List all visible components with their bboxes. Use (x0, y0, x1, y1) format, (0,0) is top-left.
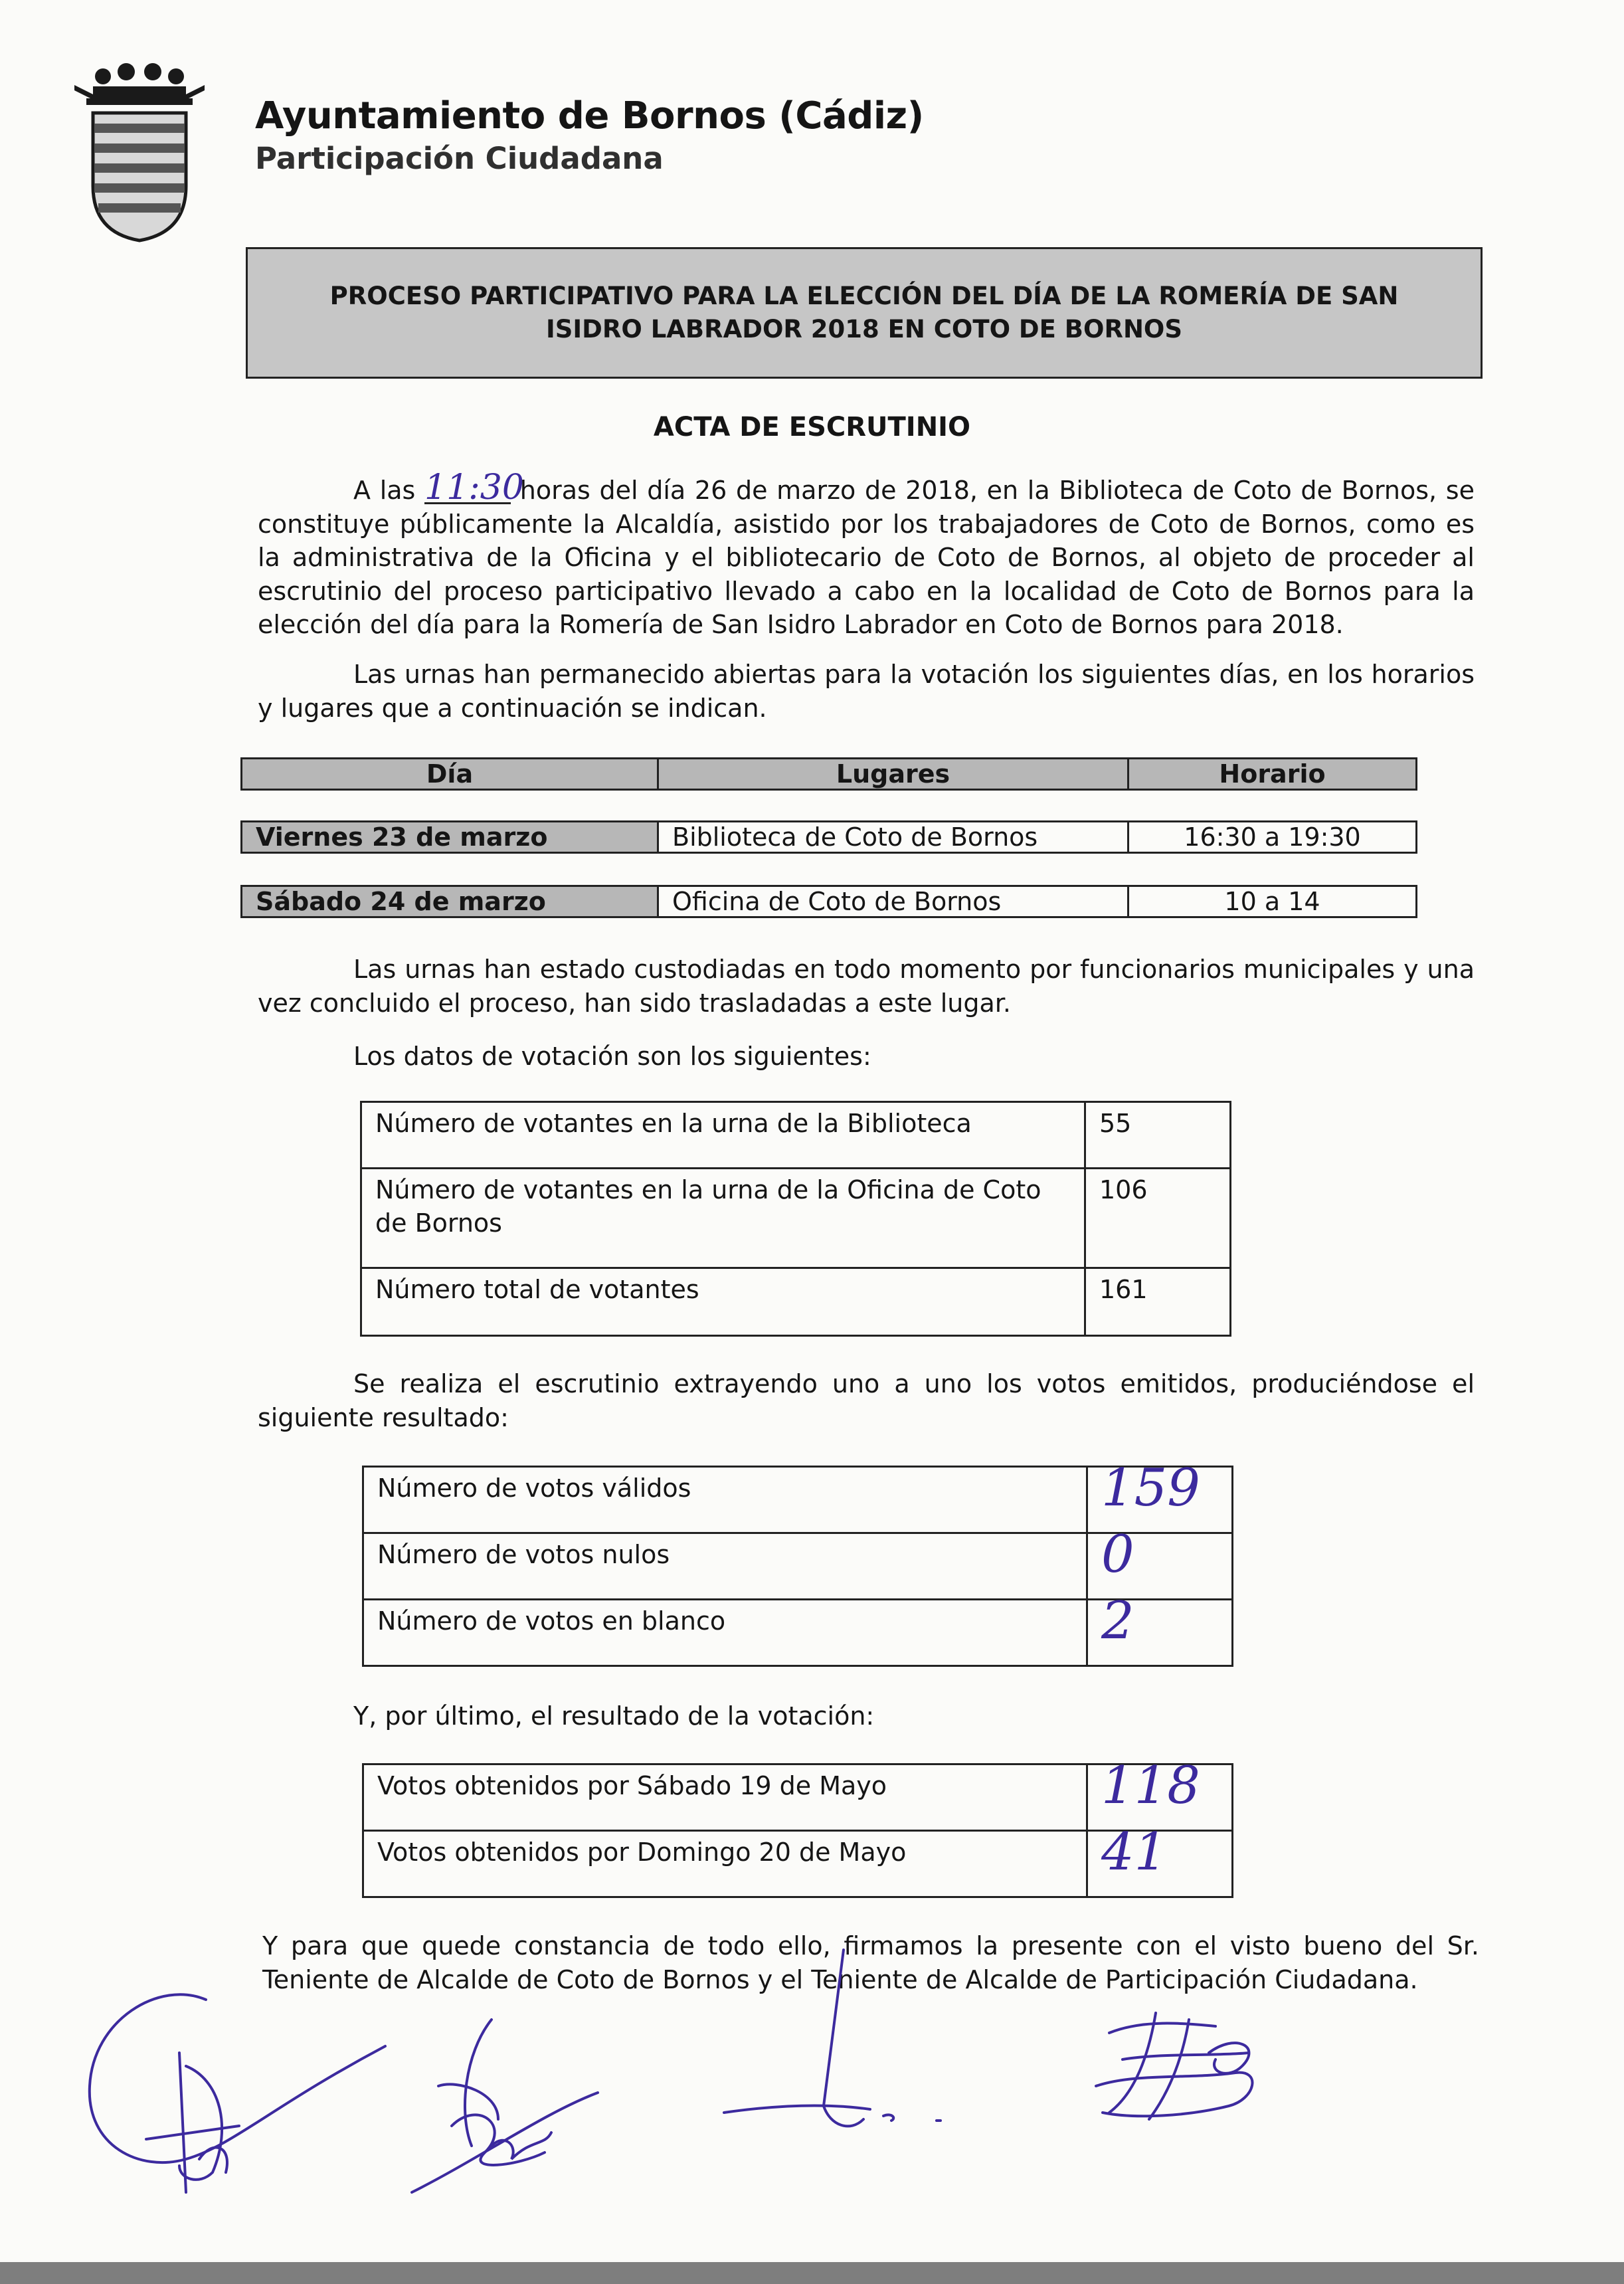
department-subtitle: Participación Ciudadana (255, 141, 664, 176)
results-handwritten-value: 0 (1087, 1533, 1233, 1600)
scrutiny-text: Se realiza el escrutinio extrayendo uno a uno los votos emitidos, produciéndose el siguiente resultado: (258, 1369, 1475, 1432)
signature-3-icon (717, 1947, 956, 2159)
voters-label: Número total de votantes (361, 1268, 1085, 1336)
voters-table (360, 1101, 1231, 1337)
intro-prefix: A las (353, 476, 416, 505)
voters-label: Número de votantes en la urna de la Oficina de Coto de Bornos (361, 1169, 1085, 1268)
schedule-header-hours: Horario (1129, 757, 1417, 791)
schedule-header-row (240, 757, 1417, 791)
table-row (363, 1764, 1233, 1831)
municipality-title: Ayuntamiento de Bornos (Cádiz) (255, 94, 924, 138)
results-label: Número de votos nulos (363, 1533, 1087, 1600)
table-row (363, 1600, 1233, 1666)
intro-paragraph (258, 468, 1475, 642)
schedule-day: Viernes 23 de marzo (240, 820, 659, 854)
final-results-handwritten-value: 41 (1087, 1831, 1233, 1897)
custody-text: Las urnas han estado custodiadas en todo momento por funcionarios municipales y una vez concluido el proceso, han sido trasladadas a este lugar. (258, 955, 1475, 1018)
results-table (362, 1458, 1233, 1667)
voters-value: 106 (1085, 1169, 1231, 1268)
voters-value: 161 (1085, 1268, 1231, 1336)
schedule-hours: 16:30 a 19:30 (1129, 820, 1417, 854)
table-row (363, 1533, 1233, 1600)
final-results-handwritten-value: 118 (1087, 1764, 1233, 1831)
results-label: Número de votos válidos (363, 1467, 1087, 1533)
schedule-header-day: Día (240, 757, 659, 791)
table-row (361, 1169, 1231, 1268)
signature-4-icon (1083, 2006, 1282, 2139)
intro-text: horas del día 26 de marzo de 2018, en la Biblioteca de Coto de Bornos, se constituye públicamente la Alcaldía, asistido por los trabajadores de Coto de Bornos, como es la administrativa de la Oficina y el bibliotecario de Coto de Bornos, al objeto de proceder al escrutinio del proceso participativo llevado a cabo en la localidad de Coto de Bornos para la elección del día para la Romería de San Isidro Labrador en Coto de Bornos para 2018. (258, 476, 1475, 639)
banner-line-2: ISIDRO LABRADOR 2018 EN COTO DE BORNOS (545, 315, 1183, 343)
urns-open-text: Las urnas han permanecido abiertas para la votación los siguientes días, en los horarios y lugares que a continuación se indican. (258, 660, 1475, 723)
results-handwritten-value: 2 (1087, 1600, 1233, 1666)
table-row (363, 1467, 1233, 1533)
document-title: ACTA DE ESCRUTINIO (653, 412, 971, 442)
scrutiny-paragraph (258, 1367, 1475, 1434)
handwritten-time: 11:30 (424, 468, 524, 508)
schedule-day: Sábado 24 de marzo (240, 885, 659, 918)
voters-value: 55 (1085, 1102, 1231, 1169)
urns-open-paragraph (258, 658, 1475, 725)
final-results-label: Votos obtenidos por Domingo 20 de Mayo (363, 1831, 1087, 1897)
municipal-crest-icon (73, 60, 206, 246)
final-intro-paragraph (258, 1699, 1475, 1733)
closing-text: Y para que quede constancia de todo ello, firmamos la presente con el visto bueno del Sr. Teniente de Alcalde de Coto de Bornos y el Teniente de Alcalde de Participación Ciudadana. (262, 1931, 1479, 1994)
handwritten-time-field (424, 468, 524, 508)
table-row (363, 1831, 1233, 1897)
schedule-row (240, 820, 1417, 854)
schedule-place: Biblioteca de Coto de Bornos (659, 820, 1129, 854)
custody-paragraph (258, 953, 1475, 1020)
final-results-label: Votos obtenidos por Sábado 19 de Mayo (363, 1764, 1087, 1831)
results-handwritten-value: 159 (1087, 1467, 1233, 1533)
voting-data-intro-text: Los datos de votación son los siguientes: (353, 1042, 871, 1071)
signature-2-icon (399, 2013, 611, 2212)
signature-1-icon (80, 1973, 399, 2206)
voters-label: Número de votantes en la urna de la Biblioteca (361, 1102, 1085, 1169)
schedule-place: Oficina de Coto de Bornos (659, 885, 1129, 918)
results-label: Número de votos en blanco (363, 1600, 1087, 1666)
scan-border (0, 2262, 1624, 2284)
final-intro-text: Y, por último, el resultado de la votación: (353, 1701, 875, 1731)
process-banner (246, 247, 1483, 379)
banner-line-1: PROCESO PARTICIPATIVO PARA LA ELECCIÓN DEL DÍA DE LA ROMERÍA DE SAN (329, 282, 1399, 310)
table-row (361, 1102, 1231, 1169)
table-row (361, 1268, 1231, 1336)
schedule-header-places: Lugares (659, 757, 1129, 791)
schedule-row (240, 885, 1417, 918)
schedule-hours: 10 a 14 (1129, 885, 1417, 918)
final-results-table (362, 1756, 1233, 1898)
voting-data-intro (258, 1040, 1475, 1074)
